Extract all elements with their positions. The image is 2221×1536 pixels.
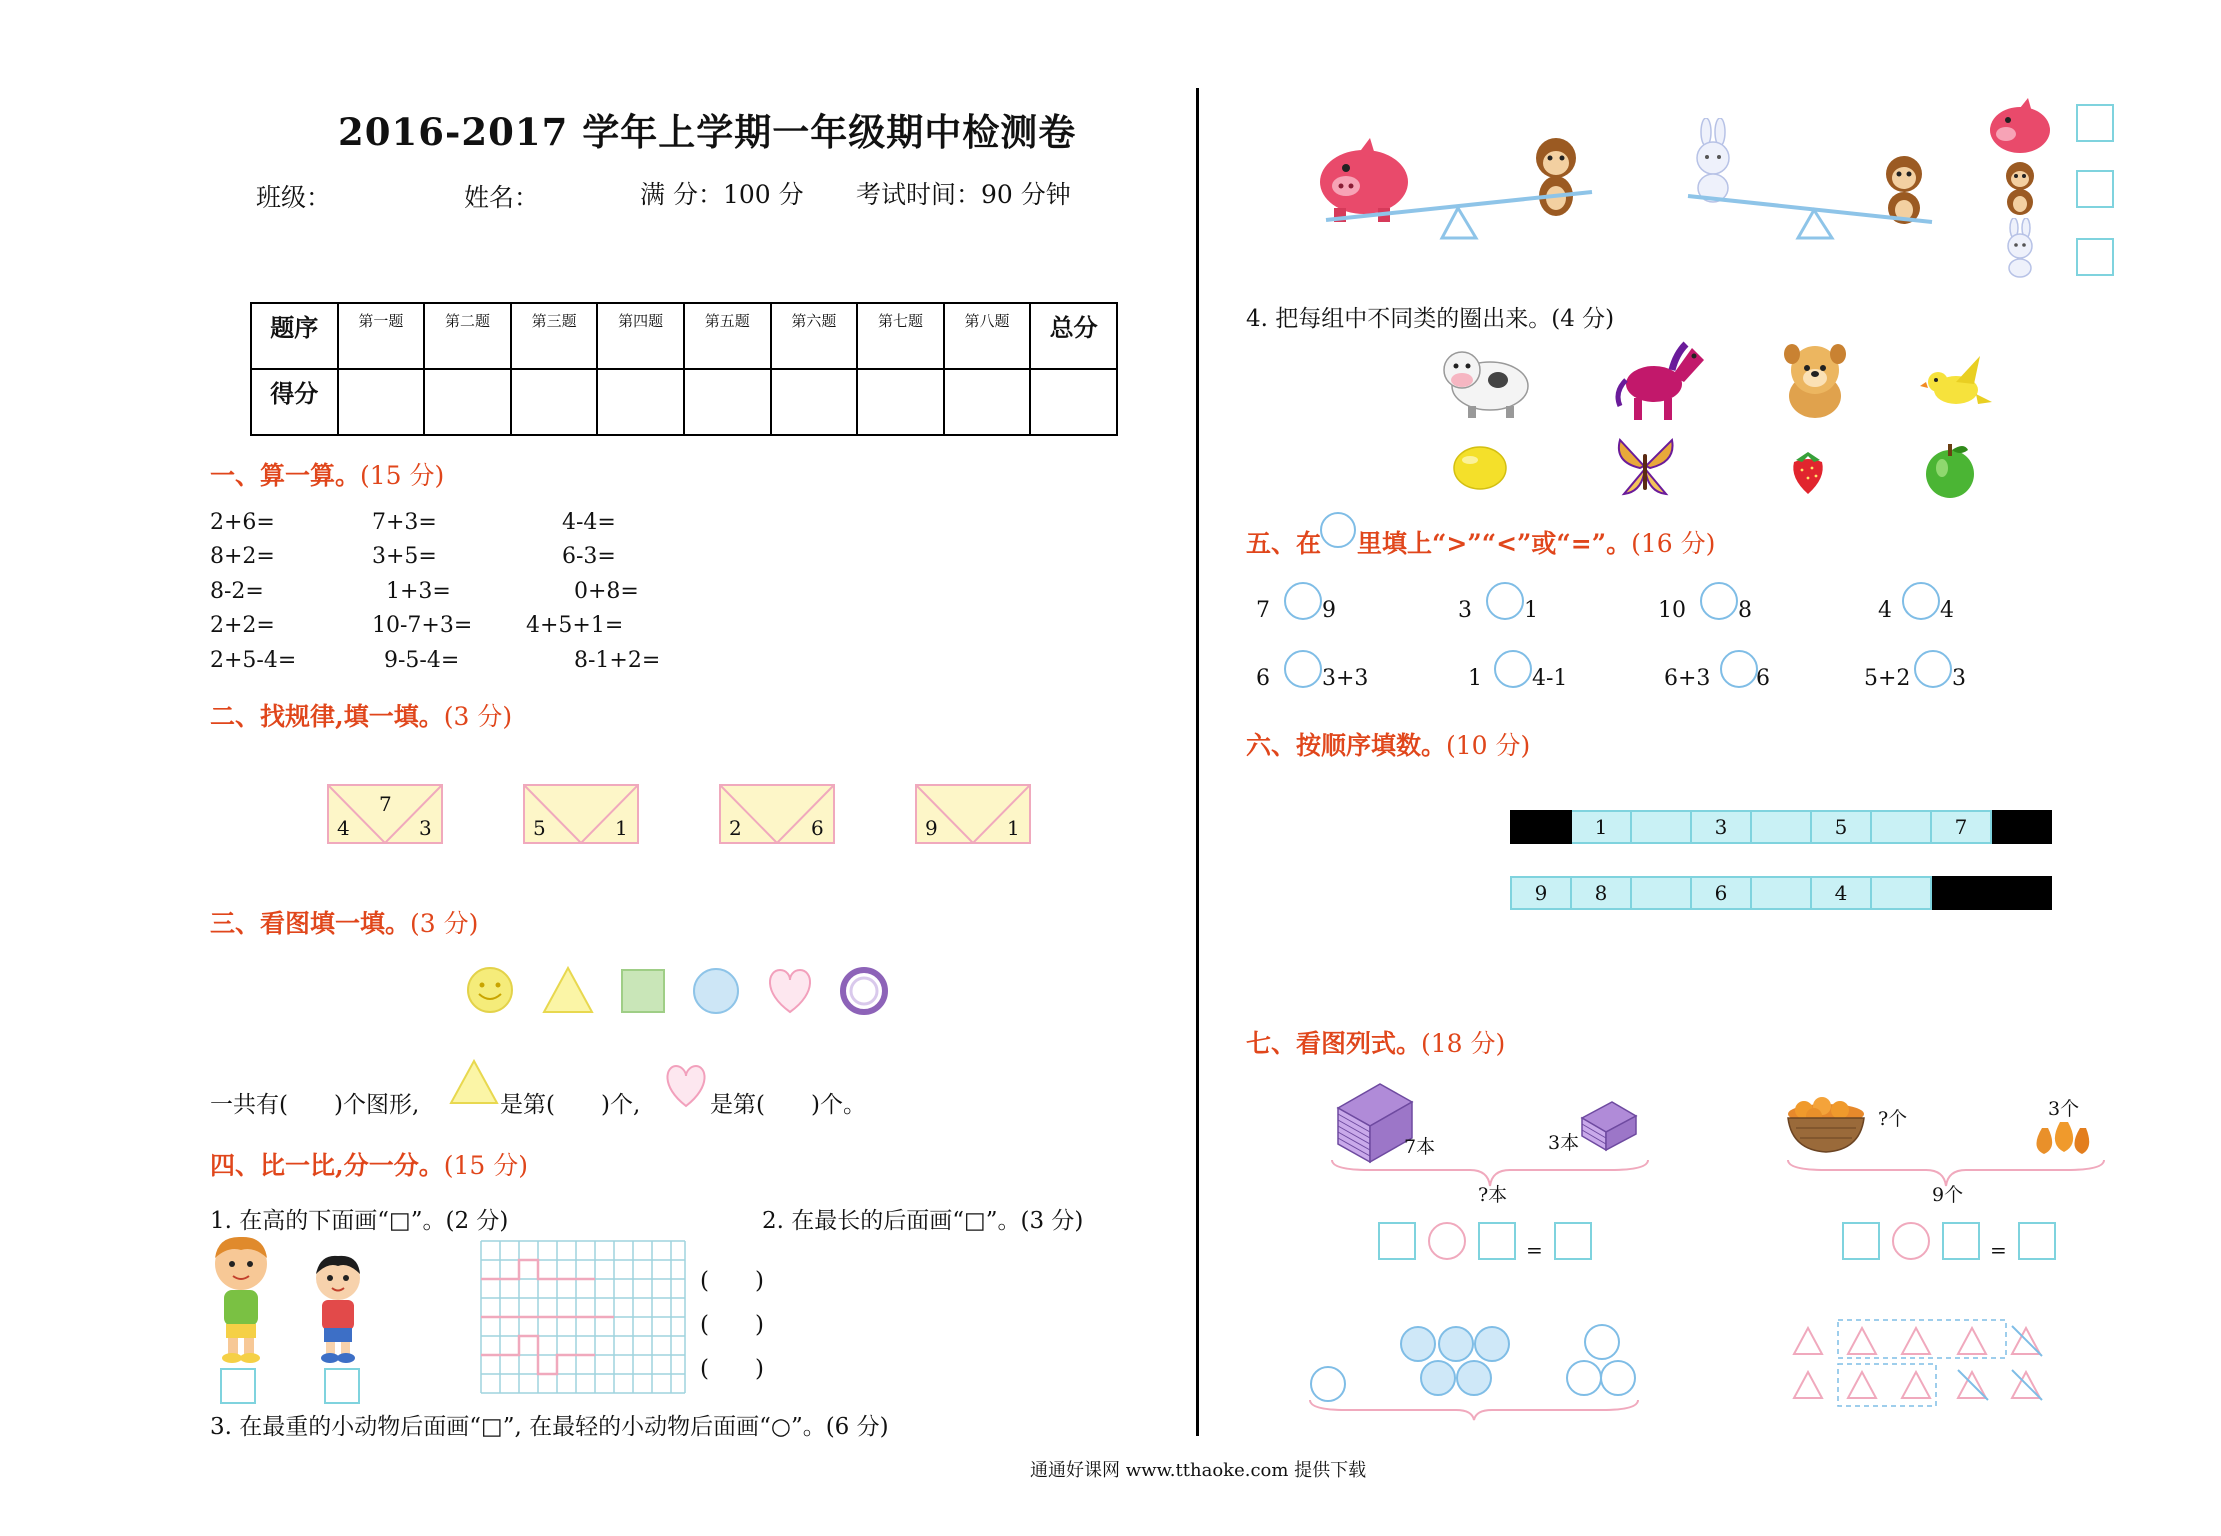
sequence-end-cell: [1991, 811, 2051, 843]
equation-box[interactable]: [1478, 1222, 1516, 1260]
strawberry-icon: [1788, 448, 1828, 496]
calc-item: 4-4=: [562, 510, 616, 535]
compare-circle-icon: [1320, 512, 1356, 548]
sequence-cell[interactable]: [1631, 811, 1691, 843]
envelope-top-number: 7: [379, 792, 392, 816]
answer-box[interactable]: [220, 1368, 256, 1404]
heart-icon: [662, 1062, 710, 1110]
compare-right: 6: [1756, 666, 1770, 691]
sequence-cell: 8: [1571, 877, 1631, 909]
compare-right: 9: [1322, 598, 1336, 623]
sequence-cell: 4: [1811, 877, 1871, 909]
short-boy-icon: [306, 1252, 370, 1366]
answer-box[interactable]: [2076, 170, 2114, 208]
full-score-label: 满 分：100 分: [640, 180, 804, 209]
score-col-6: 第六题: [771, 303, 858, 369]
pears-label-b: 3个: [2048, 1098, 2080, 1120]
answer-box[interactable]: [2076, 238, 2114, 276]
pig-icon: [1320, 138, 1408, 222]
triangles-group-picture: [1786, 1312, 2056, 1422]
apple-icon: [1922, 440, 1978, 500]
sequence-cell[interactable]: [1631, 877, 1691, 909]
basket-picture: [1782, 1088, 2092, 1160]
name-label: 姓名：: [464, 183, 540, 212]
lemon-icon: [1450, 442, 1510, 494]
section5-title: 五、在 里填上“>”“<”或“=”。(16 分): [1246, 529, 1716, 558]
equals-sign: =: [1526, 1238, 1543, 1262]
compare-right: 4-1: [1532, 666, 1568, 691]
books-total-label: ?本: [1478, 1184, 1508, 1206]
section2-title: 二、找规律,填一填。(3 分): [210, 702, 513, 731]
score-col-2: 第二题: [424, 303, 511, 369]
shapes-sentence-a: 一共有( )个图形,: [210, 1092, 420, 1118]
sequence-end-cell: [1991, 877, 2051, 909]
pig-icon: [1986, 98, 2054, 158]
compare-circle[interactable]: [1914, 650, 1952, 688]
compare-right: 3: [1952, 666, 1966, 691]
answer-box[interactable]: [2076, 104, 2114, 142]
envelope-left-number: 4: [337, 816, 350, 840]
compare-left: 6+3: [1664, 666, 1711, 691]
footer-text: 通通好课网 www.tthaoke.com 提供下载: [1030, 1460, 1367, 1481]
score-col-4: 第四题: [597, 303, 684, 369]
monkey-icon: [1536, 138, 1576, 216]
compare-right: 4: [1940, 598, 1954, 623]
books-picture: [1326, 1078, 1646, 1168]
row-label-order: 题序: [251, 303, 338, 369]
score-col-8: 第八题: [944, 303, 1031, 369]
seesaw-pig-monkey: [1316, 130, 1602, 242]
score-cell[interactable]: [684, 369, 771, 435]
answer-paren[interactable]: ( ): [700, 1312, 764, 1338]
section4-title: 四、比一比,分一分。(15 分): [210, 1151, 528, 1180]
score-cell[interactable]: [771, 369, 858, 435]
calc-item: 1+3=: [386, 579, 451, 604]
compare-left: 7: [1256, 598, 1270, 623]
calc-item: 8+2=: [210, 544, 275, 569]
equals-sign: =: [1990, 1238, 2007, 1262]
sequence-row-2: [1510, 876, 2052, 910]
heart-icon: [770, 970, 810, 1012]
envelope-right-number: 1: [615, 816, 628, 840]
operator-circle[interactable]: [1428, 1222, 1466, 1260]
calc-item: 8-2=: [210, 579, 264, 604]
score-col-1: 第一题: [338, 303, 425, 369]
envelope-right-number: 3: [419, 816, 432, 840]
monkey-icon: [1996, 160, 2044, 216]
score-table: [250, 302, 1118, 436]
shapes-sentence-c: 是第( )个。: [710, 1092, 866, 1118]
books-stack-3-icon: [1582, 1102, 1636, 1150]
sequence-cell[interactable]: [1751, 811, 1811, 843]
calc-item: 2+2=: [210, 613, 275, 638]
envelope-left-number: 2: [729, 816, 742, 840]
books-stack-7-icon: [1338, 1084, 1412, 1162]
equation-box[interactable]: [1554, 1222, 1592, 1260]
answer-paren[interactable]: ( ): [700, 1268, 764, 1294]
calc-item: 0+8=: [574, 579, 639, 604]
equation-box[interactable]: [1842, 1222, 1880, 1260]
section7-title: 七、看图列式。(18 分): [1246, 1029, 1506, 1058]
calc-item: 9-5-4=: [384, 648, 460, 673]
score-col-3: 第三题: [511, 303, 598, 369]
triangle-icon: [544, 968, 592, 1012]
envelope-right-number: 1: [1007, 816, 1020, 840]
sequence-cell: 5: [1811, 811, 1871, 843]
section1-title: 一、算一算。(15 分): [210, 461, 445, 490]
sequence-cell: 1: [1571, 811, 1631, 843]
question-4-1: 1. 在高的下面画“□”。(2 分): [210, 1208, 509, 1234]
compare-left: 1: [1468, 666, 1482, 691]
equation-box[interactable]: [1942, 1222, 1980, 1260]
calc-item: 8-1+2=: [574, 648, 661, 673]
equation-box[interactable]: [1378, 1222, 1416, 1260]
calc-item: 2+6=: [210, 510, 275, 535]
calc-item: 6-3=: [562, 544, 616, 569]
compare-right: 8: [1738, 598, 1752, 623]
score-cell[interactable]: [857, 369, 944, 435]
compare-circle[interactable]: [1284, 582, 1322, 620]
calc-item: 10-7+3=: [372, 613, 473, 638]
basket-total-label: 9个: [1932, 1184, 1964, 1206]
sequence-cell: 7: [1931, 811, 1991, 843]
compare-left: 3: [1458, 598, 1472, 623]
basket-icon: [1788, 1097, 1864, 1152]
envelope-left-number: 9: [925, 816, 938, 840]
section3-title: 三、看图填一填。(3 分): [210, 909, 479, 938]
calc-item: 4+5+1=: [526, 613, 624, 638]
circles-group-picture: [1306, 1312, 1646, 1422]
butterfly-icon: [1614, 432, 1676, 502]
sequence-cell: 6: [1691, 877, 1751, 909]
envelope-3: [719, 784, 835, 844]
shapes-sentence-b: 是第( )个,: [500, 1092, 641, 1118]
compare-left: 5+2: [1864, 666, 1911, 691]
puppy-icon: [1776, 340, 1854, 422]
envelope-1: [327, 784, 443, 844]
monkey-icon: [1886, 156, 1922, 224]
question-4-4: 4. 把每组中不同类的圈出来。(4 分): [1246, 306, 1615, 332]
compare-circle[interactable]: [1700, 582, 1738, 620]
envelope-2: [523, 784, 639, 844]
answer-box[interactable]: [324, 1368, 360, 1404]
circle-icon: [694, 969, 738, 1013]
compare-circle[interactable]: [1494, 650, 1532, 688]
sequence-row-1: [1510, 810, 2052, 844]
equation-box[interactable]: [2018, 1222, 2056, 1260]
sequence-cell: 9: [1511, 877, 1571, 909]
calc-item: 2+5-4=: [210, 648, 297, 673]
score-cell[interactable]: [944, 369, 1031, 435]
ring-icon: [843, 970, 885, 1012]
length-grid: [480, 1240, 686, 1396]
sequence-cell[interactable]: [1871, 811, 1931, 843]
score-col-7: 第七题: [857, 303, 944, 369]
triangle-icon: [448, 1058, 500, 1106]
question-4-3: 3. 在最重的小动物后面画“□”, 在最轻的小动物后面画“○”。(6 分): [210, 1414, 889, 1440]
compare-circle[interactable]: [1902, 582, 1940, 620]
page-title: 2016-2017 学年上学期一年级期中检测卷: [338, 110, 1077, 154]
books-label-a: 7本: [1404, 1136, 1436, 1158]
score-cell[interactable]: [424, 369, 511, 435]
compare-circle[interactable]: [1720, 650, 1758, 688]
class-label: 班级：: [256, 183, 332, 212]
score-col-5: 第五题: [684, 303, 771, 369]
question-4-2: 2. 在最长的后面画“□”。(3 分): [762, 1208, 1084, 1234]
sequence-cell[interactable]: [1751, 877, 1811, 909]
answer-paren[interactable]: ( ): [700, 1356, 764, 1382]
compare-circle[interactable]: [1486, 582, 1524, 620]
section6-title: 六、按顺序填数。(10 分): [1246, 731, 1531, 760]
compare-left: 10: [1658, 598, 1686, 623]
smiley-icon: [468, 968, 512, 1012]
envelope-right-number: 6: [811, 816, 824, 840]
sequence-cell[interactable]: [1871, 877, 1931, 909]
compare-right: 3+3: [1322, 666, 1369, 691]
score-col-total: 总分: [1030, 303, 1117, 369]
sequence-cell: 3: [1691, 811, 1751, 843]
row-label-score: 得分: [251, 369, 338, 435]
square-icon: [622, 970, 664, 1012]
envelope-4: [915, 784, 1031, 844]
sequence-end-cell: [1511, 811, 1571, 843]
score-cell[interactable]: [1030, 369, 1117, 435]
rabbit-icon: [2000, 218, 2040, 278]
score-cell[interactable]: [338, 369, 425, 435]
exam-time-label: 考试时间：90 分钟: [856, 180, 1071, 209]
compare-circle[interactable]: [1284, 650, 1322, 688]
shapes-row: [462, 962, 902, 1018]
operator-circle[interactable]: [1892, 1222, 1930, 1260]
tall-boy-icon: [206, 1234, 276, 1366]
books-label-b: 3本: [1548, 1132, 1580, 1154]
calc-item: 7+3=: [372, 510, 437, 535]
page-divider: [1196, 88, 1199, 1436]
compare-left: 6: [1256, 666, 1270, 691]
rabbit-icon: [1697, 118, 1729, 202]
score-cell[interactable]: [511, 369, 598, 435]
score-cell[interactable]: [597, 369, 684, 435]
compare-right: 1: [1524, 598, 1538, 623]
horse-icon: [1614, 336, 1706, 424]
seesaw-rabbit-monkey: [1676, 118, 1944, 240]
bird-icon: [1920, 350, 1994, 418]
pears-icon: [2036, 1122, 2089, 1154]
cow-icon: [1440, 340, 1532, 420]
calc-item: 3+5=: [372, 544, 437, 569]
compare-left: 4: [1878, 598, 1892, 623]
envelope-left-number: 5: [533, 816, 546, 840]
sequence-end-cell: [1931, 877, 1991, 909]
basket-label-a: ?个: [1878, 1108, 1908, 1130]
